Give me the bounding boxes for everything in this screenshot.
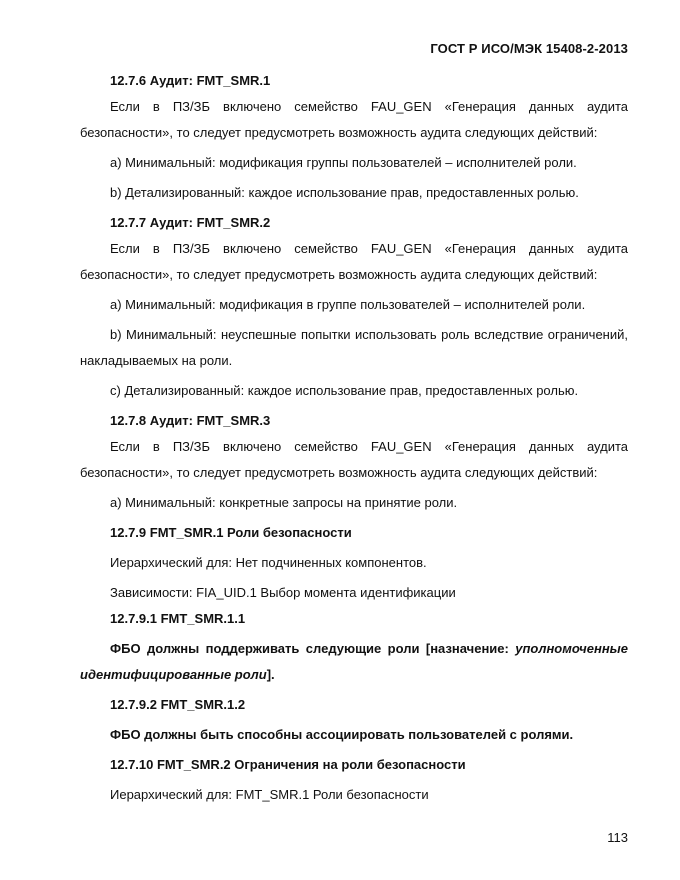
page-body	[80, 68, 628, 808]
hierarchy-line: Иерархический для: Нет подчиненных компонентов.	[110, 555, 427, 570]
paragraph: b) Минимальный: неуспешные попытки использовать роль вследствие ограничений, накладываемых на роли.	[80, 327, 628, 368]
requirement-tail: ].	[266, 667, 275, 682]
standard-header: ГОСТ Р ИСО/МЭК 15408-2-2013	[430, 41, 628, 56]
list-item: c) Детализированный: каждое использование прав, предоставленных ролью.	[110, 383, 579, 398]
requirement-text: ФБО должны поддерживать следующие роли [назначение:	[110, 641, 516, 656]
section-heading: 12.7.10 FMT_SMR.2 Ограничения на роли безопасности	[110, 757, 466, 772]
requirement-paragraph	[80, 636, 628, 688]
list-item: a) Минимальный: конкретные запросы на принятие роли.	[110, 495, 458, 510]
section-heading: 12.7.6 Аудит: FMT_SMR.1	[110, 73, 271, 88]
element-heading: 12.7.9.1 FMT_SMR.1.1	[110, 611, 246, 626]
page-number: 113	[607, 830, 628, 845]
list-item: b) Детализированный: каждое использование прав, предоставленных ролью.	[110, 185, 579, 200]
section-heading: 12.7.9 FMT_SMR.1 Роли безопасности	[110, 525, 352, 540]
section-heading: 12.7.7 Аудит: FMT_SMR.2	[110, 215, 271, 230]
hierarchy-line: Иерархический для: FMT_SMR.1 Роли безопасности	[110, 787, 429, 802]
list-item: a) Минимальный: модификация группы пользователей – исполнителей роли.	[110, 155, 577, 170]
assignment-emphasis: уполномоченные идентифицированные роли	[80, 641, 628, 682]
list-item: a) Минимальный: модификация в группе пользователей – исполнителей роли.	[110, 297, 586, 312]
dependency-line: Зависимости: FIA_UID.1 Выбор момента идентификации	[110, 585, 456, 600]
section-heading: 12.7.8 Аудит: FMT_SMR.3	[110, 413, 271, 428]
paragraph: Если в ПЗ/ЗБ включено семейство FAU_GEN «Генерация данных аудита безопасности», то следует предусмотреть возможность аудита следующих действий:	[80, 439, 628, 480]
paragraph: Если в ПЗ/ЗБ включено семейство FAU_GEN «Генерация данных аудита безопасности», то следует предусмотреть возможность аудита следующих действий:	[80, 241, 628, 282]
paragraph: Если в ПЗ/ЗБ включено семейство FAU_GEN «Генерация данных аудита безопасности», то следует предусмотреть возможность аудита следующих действий:	[80, 99, 628, 140]
element-heading: 12.7.9.2 FMT_SMR.1.2	[110, 697, 246, 712]
requirement-paragraph: ФБО должны быть способны ассоциировать пользователей с ролями.	[110, 727, 574, 742]
